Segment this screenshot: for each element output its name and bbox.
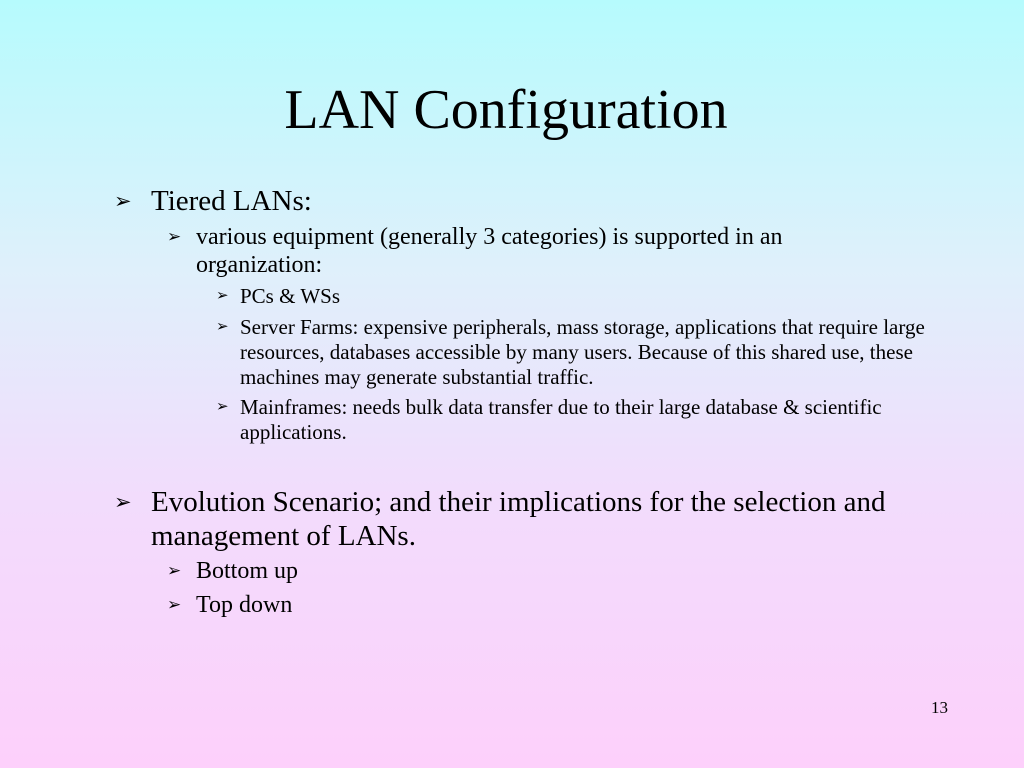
arrow-bullet-icon: ➢ [216, 319, 229, 335]
bullet-tiered-lans [114, 184, 964, 218]
bullet-mainframes [216, 395, 956, 445]
bullet-text: Tiered LANs: [151, 185, 312, 217]
bullet-text: various equipment (generally 3 categories) is supported in an organization: [196, 224, 783, 278]
bullet-bottom-up [167, 557, 767, 585]
bullet-top-down [167, 591, 767, 619]
page-number: 13 [931, 698, 948, 717]
bullet-server-farms [216, 315, 961, 390]
bullet-pcs-wss [216, 284, 956, 309]
arrow-bullet-icon: ➢ [216, 288, 229, 304]
bullet-text: Bottom up [196, 558, 299, 584]
bullet-various-equipment [167, 223, 907, 279]
bullet-evolution-scenario [114, 485, 974, 553]
bullet-text: Top down [196, 592, 293, 618]
slide-title: LAN Configuration [284, 79, 728, 141]
arrow-bullet-icon: ➢ [167, 227, 182, 246]
arrow-bullet-icon: ➢ [114, 490, 132, 514]
arrow-bullet-icon: ➢ [114, 189, 132, 213]
bullet-text: PCs & WSs [240, 284, 340, 308]
arrow-bullet-icon: ➢ [216, 399, 229, 415]
arrow-bullet-icon: ➢ [167, 595, 182, 614]
bullet-text: Mainframes: needs bulk data transfer due to their large database & scientific applications. [240, 395, 882, 444]
arrow-bullet-icon: ➢ [167, 561, 182, 580]
bullet-text: Evolution Scenario; and their implications for the selection and management of LANs. [151, 486, 886, 552]
bullet-text: Server Farms: expensive peripherals, mass storage, applications that require large resources, databases accessible by many users. Because of this shared use, these machines may generate substantial traffic. [240, 315, 925, 389]
